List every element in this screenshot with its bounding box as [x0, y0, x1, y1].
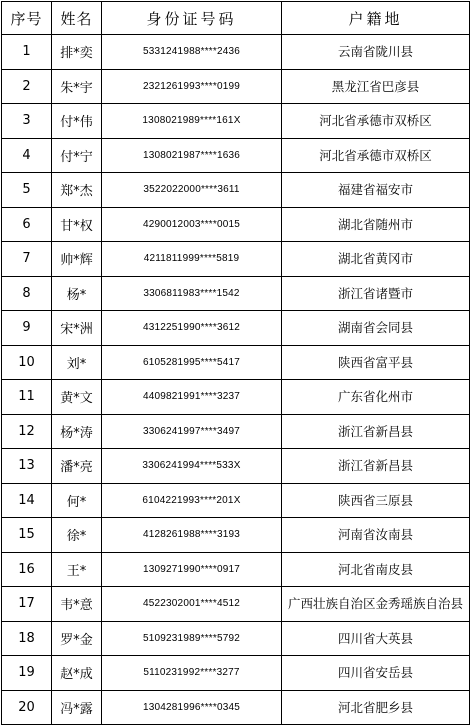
id-number-cell: 5109231989****5792 [102, 621, 282, 656]
name-cell: 杨* [52, 276, 102, 311]
seq-cell: 8 [2, 276, 52, 311]
name-cell: 黄*文 [52, 380, 102, 415]
header-name: 姓名 [52, 2, 102, 35]
address-cell: 河北省南皮县 [282, 552, 470, 587]
name-cell: 甘*权 [52, 207, 102, 242]
seq-cell: 20 [2, 690, 52, 725]
id-number-cell: 1308021989****161X [102, 104, 282, 139]
seq-cell: 19 [2, 656, 52, 691]
seq-cell: 18 [2, 621, 52, 656]
address-cell: 河北省承德市双桥区 [282, 104, 470, 139]
id-number-cell: 5331241988****2436 [102, 35, 282, 70]
name-cell: 刘* [52, 345, 102, 380]
address-cell: 广东省化州市 [282, 380, 470, 415]
name-cell: 冯*露 [52, 690, 102, 725]
name-cell: 韦*意 [52, 587, 102, 622]
address-cell: 陕西省三原县 [282, 483, 470, 518]
id-number-cell: 4522302001****4512 [102, 587, 282, 622]
name-cell: 杨*涛 [52, 414, 102, 449]
table-row [2, 552, 470, 587]
id-number-cell: 3522022000****3611 [102, 173, 282, 208]
seq-cell: 11 [2, 380, 52, 415]
table-row [2, 587, 470, 622]
table-row [2, 104, 470, 139]
address-cell: 福建省福安市 [282, 173, 470, 208]
address-cell: 陕西省富平县 [282, 345, 470, 380]
name-cell: 王* [52, 552, 102, 587]
name-cell: 何* [52, 483, 102, 518]
name-cell: 罗*金 [52, 621, 102, 656]
id-number-cell: 6105281995****5417 [102, 345, 282, 380]
table-row [2, 207, 470, 242]
personnel-table [1, 1, 470, 725]
table-row [2, 173, 470, 208]
name-cell: 宋*洲 [52, 311, 102, 346]
seq-cell: 3 [2, 104, 52, 139]
header-seq: 序号 [2, 2, 52, 35]
id-number-cell: 6104221993****201X [102, 483, 282, 518]
table-row [2, 138, 470, 173]
table-row [2, 69, 470, 104]
table-row [2, 449, 470, 484]
table-row [2, 276, 470, 311]
address-cell: 广西壮族自治区金秀瑶族自治县 [282, 587, 470, 622]
table-row [2, 483, 470, 518]
name-cell: 郑*杰 [52, 173, 102, 208]
table-row [2, 345, 470, 380]
table-row [2, 414, 470, 449]
address-cell: 湖北省随州市 [282, 207, 470, 242]
address-cell: 黑龙江省巴彦县 [282, 69, 470, 104]
name-cell: 排*奕 [52, 35, 102, 70]
address-cell: 四川省大英县 [282, 621, 470, 656]
seq-cell: 4 [2, 138, 52, 173]
id-number-cell: 4312251990****3612 [102, 311, 282, 346]
table-row [2, 656, 470, 691]
table-row [2, 311, 470, 346]
id-number-cell: 4290012003****0015 [102, 207, 282, 242]
header-row [2, 2, 470, 35]
seq-cell: 15 [2, 518, 52, 553]
seq-cell: 7 [2, 242, 52, 277]
seq-cell: 9 [2, 311, 52, 346]
seq-cell: 12 [2, 414, 52, 449]
id-number-cell: 3306241994****533X [102, 449, 282, 484]
header-id-number: 身份证号码 [102, 2, 282, 35]
table-row [2, 690, 470, 725]
id-number-cell: 4128261988****3193 [102, 518, 282, 553]
name-cell: 帅*辉 [52, 242, 102, 277]
address-cell: 浙江省新昌县 [282, 449, 470, 484]
seq-cell: 14 [2, 483, 52, 518]
id-number-cell: 4211811999****5819 [102, 242, 282, 277]
id-number-cell: 2321261993****0199 [102, 69, 282, 104]
header-household-registration: 户籍地 [282, 2, 470, 35]
id-number-cell: 3306241997****3497 [102, 414, 282, 449]
table-row [2, 621, 470, 656]
table-row [2, 518, 470, 553]
table-row [2, 380, 470, 415]
address-cell: 河北省肥乡县 [282, 690, 470, 725]
address-cell: 河南省汝南县 [282, 518, 470, 553]
id-number-cell: 1308021987****1636 [102, 138, 282, 173]
seq-cell: 2 [2, 69, 52, 104]
table-row [2, 35, 470, 70]
address-cell: 浙江省诸暨市 [282, 276, 470, 311]
id-number-cell: 1304281996****0345 [102, 690, 282, 725]
address-cell: 湖北省黄冈市 [282, 242, 470, 277]
name-cell: 朱*宇 [52, 69, 102, 104]
id-number-cell: 4409821991****3237 [102, 380, 282, 415]
name-cell: 付*宁 [52, 138, 102, 173]
name-cell: 赵*成 [52, 656, 102, 691]
address-cell: 湖南省会同县 [282, 311, 470, 346]
seq-cell: 1 [2, 35, 52, 70]
id-number-cell: 1309271990****0917 [102, 552, 282, 587]
seq-cell: 16 [2, 552, 52, 587]
id-number-cell: 5110231992****3277 [102, 656, 282, 691]
table-body [2, 35, 470, 725]
id-number-cell: 3306811983****1542 [102, 276, 282, 311]
address-cell: 四川省安岳县 [282, 656, 470, 691]
table-row [2, 242, 470, 277]
name-cell: 徐* [52, 518, 102, 553]
name-cell: 付*伟 [52, 104, 102, 139]
address-cell: 云南省陇川县 [282, 35, 470, 70]
address-cell: 河北省承德市双桥区 [282, 138, 470, 173]
seq-cell: 17 [2, 587, 52, 622]
name-cell: 潘*亮 [52, 449, 102, 484]
seq-cell: 6 [2, 207, 52, 242]
seq-cell: 13 [2, 449, 52, 484]
address-cell: 浙江省新昌县 [282, 414, 470, 449]
seq-cell: 10 [2, 345, 52, 380]
seq-cell: 5 [2, 173, 52, 208]
